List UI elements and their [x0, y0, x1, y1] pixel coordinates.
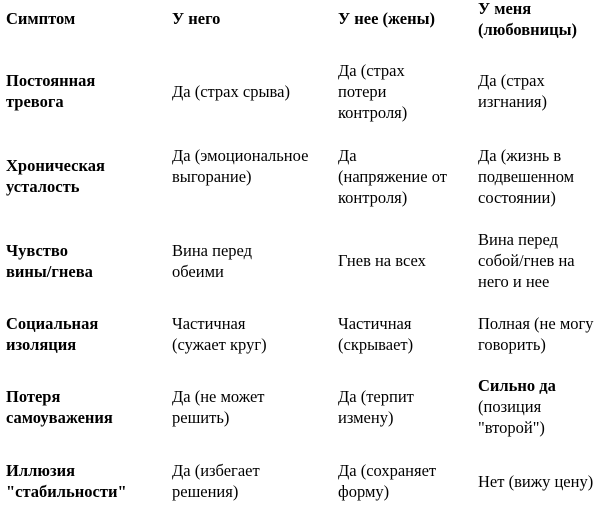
row-3-mine-text: Вина перед собой/гнев на него и нее [478, 230, 575, 291]
row-5-symptom [6, 386, 136, 428]
row-5-mine [478, 375, 588, 438]
header-mine-text: У меня (любовницы) [478, 0, 578, 39]
row-3-wife [338, 250, 426, 271]
row-4-his [172, 313, 292, 355]
row-1-wife-text: Да (страх потери контроля) [338, 61, 408, 122]
header-his [172, 8, 220, 29]
row-2-mine-text: Да (жизнь в подвешенном состоянии) [478, 146, 575, 207]
row-6-wife [338, 460, 458, 502]
header-wife-text: У нее (жены) [338, 9, 435, 28]
row-4-wife [338, 313, 438, 355]
row-6-symptom [6, 460, 156, 502]
row-3-symptom [6, 240, 106, 282]
row-1-his [172, 81, 290, 102]
row-3-symptom-text: Чувство вины/гнева [6, 241, 93, 281]
row-1-symptom [6, 70, 126, 112]
row-2-his [172, 145, 312, 187]
row-6-symptom-text: Иллюзия "стабильности" [6, 461, 127, 501]
row-5-mine-emphasis: Сильно да [478, 376, 556, 395]
row-2-wife [338, 145, 448, 208]
row-3-his-text: Вина перед обеими [172, 241, 253, 281]
row-6-his [172, 460, 282, 502]
row-1-mine-text: Да (страх изгнания) [478, 71, 548, 111]
header-symptom-text: Симптом [6, 9, 76, 28]
row-5-mine-text: (позиция "второй") [478, 397, 545, 437]
row-4-symptom [6, 313, 126, 355]
header-wife [338, 8, 435, 29]
row-2-mine [478, 145, 588, 208]
row-2-his-text: Да (эмоциональное выгорание) [172, 146, 309, 186]
row-3-his [172, 240, 282, 282]
row-6-wife-text: Да (сохраняет форму) [338, 461, 437, 501]
row-3-wife-text: Гнев на всех [338, 251, 426, 270]
row-2-wife-text: Да (напряжение от контроля) [338, 146, 447, 207]
row-3-mine [478, 229, 600, 292]
header-mine [478, 0, 608, 40]
row-1-symptom-text: Постоянная тревога [6, 71, 96, 111]
row-1-his-text: Да (страх срыва) [172, 82, 290, 101]
row-5-wife [338, 386, 438, 428]
row-1-wife [338, 60, 430, 123]
row-2-symptom [6, 155, 126, 197]
row-5-his-text: Да (не может решить) [172, 387, 265, 427]
row-6-mine [478, 471, 593, 492]
row-4-wife-text: Частичная (скрывает) [338, 314, 414, 354]
row-4-his-text: Частичная (сужает круг) [172, 314, 267, 354]
row-4-mine-text: Полная (не могу говорить) [478, 314, 594, 354]
row-4-mine [478, 313, 608, 355]
row-1-mine [478, 70, 568, 112]
row-5-symptom-text: Потеря самоуважения [6, 387, 113, 427]
row-4-symptom-text: Социальная изоляция [6, 314, 99, 354]
row-6-mine-text: Нет (вижу цену) [478, 472, 594, 491]
header-symptom [6, 8, 75, 29]
row-5-wife-text: Да (терпит измену) [338, 387, 414, 427]
row-5-his [172, 386, 282, 428]
row-6-his-text: Да (избегает решения) [172, 461, 260, 501]
row-2-symptom-text: Хроническая усталость [6, 156, 105, 196]
header-his-text: У него [172, 9, 221, 28]
